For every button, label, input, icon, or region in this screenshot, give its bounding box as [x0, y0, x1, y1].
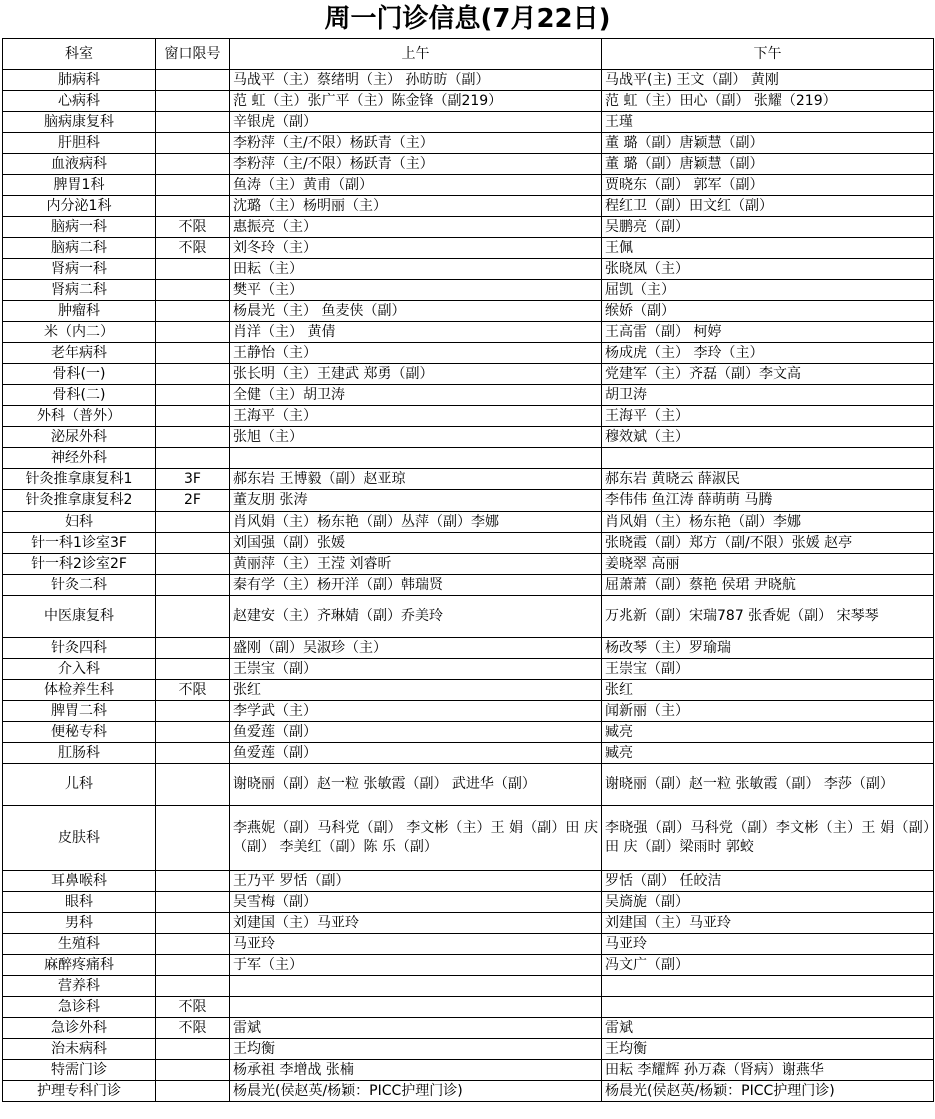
department-cell: 妇科 — [3, 512, 156, 533]
table-row — [3, 343, 934, 364]
department-cell: 麻醉疼痛科 — [3, 955, 156, 976]
afternoon-doctors-cell: 董 璐（副）唐颖慧（副） — [602, 133, 934, 154]
afternoon-doctors-cell — [602, 448, 934, 469]
afternoon-doctors-cell: 贾晓东（副） 郭军（副） — [602, 175, 934, 196]
morning-doctors-cell: 全健（主）胡卫涛 — [230, 385, 602, 406]
window-limit-cell — [156, 112, 230, 133]
afternoon-doctors-cell: 王均衡 — [602, 1039, 934, 1060]
morning-doctors-cell: 樊平（主） — [230, 280, 602, 301]
morning-doctors-cell: 张红 — [230, 680, 602, 701]
window-limit-cell — [156, 175, 230, 196]
table-row — [3, 91, 934, 112]
department-cell: 针灸四科 — [3, 638, 156, 659]
morning-doctors-cell: 张长明（主）王建武 郑勇（副） — [230, 364, 602, 385]
afternoon-doctors-cell: 董 璐（副）唐颖慧（副） — [602, 154, 934, 175]
morning-doctors-cell: 秦有学（主）杨开洋（副）韩瑞贤 — [230, 575, 602, 596]
window-limit-cell: 不限 — [156, 217, 230, 238]
window-limit-cell — [156, 638, 230, 659]
table-row — [3, 554, 934, 575]
morning-doctors-cell: 鱼爱莲（副） — [230, 743, 602, 764]
morning-doctors-cell: 王乃平 罗恬（副） — [230, 871, 602, 892]
morning-doctors-cell: 李燕妮（副）马科党（副） 李文彬（主）王 娟（副）田 庆（副） 李美红（副）陈 乐（副） — [230, 806, 602, 871]
afternoon-doctors-cell: 程红卫（副）田文红（副） — [602, 196, 934, 217]
morning-doctors-cell: 刘冬玲（主） — [230, 238, 602, 259]
afternoon-doctors-cell: 王崇宝（副） — [602, 659, 934, 680]
table-row — [3, 871, 934, 892]
afternoon-doctors-cell — [602, 976, 934, 997]
morning-doctors-cell: 雷斌 — [230, 1018, 602, 1039]
window-limit-cell — [156, 976, 230, 997]
afternoon-doctors-cell: 姜晓翠 高丽 — [602, 554, 934, 575]
afternoon-doctors-cell: 马亚玲 — [602, 934, 934, 955]
afternoon-doctors-cell: 党建军（主）齐磊（副）李文高 — [602, 364, 934, 385]
afternoon-doctors-cell: 张红 — [602, 680, 934, 701]
table-row — [3, 280, 934, 301]
table-row — [3, 385, 934, 406]
afternoon-doctors-cell: 缑娇（副） — [602, 301, 934, 322]
window-limit-cell — [156, 322, 230, 343]
window-limit-cell — [156, 343, 230, 364]
window-limit-cell — [156, 764, 230, 806]
header-afternoon: 下午 — [602, 39, 934, 70]
afternoon-doctors-cell: 屈凯（主） — [602, 280, 934, 301]
window-limit-cell — [156, 133, 230, 154]
table-row — [3, 764, 934, 806]
window-limit-cell — [156, 406, 230, 427]
morning-doctors-cell — [230, 976, 602, 997]
morning-doctors-cell: 黄丽萍（主）王滢 刘睿昕 — [230, 554, 602, 575]
table-row — [3, 743, 934, 764]
afternoon-doctors-cell: 杨晨光(侯赵英/杨颖：PICC护理门诊) — [602, 1081, 934, 1102]
window-limit-cell — [156, 196, 230, 217]
table-row — [3, 575, 934, 596]
department-cell: 米（内二） — [3, 322, 156, 343]
window-limit-cell — [156, 91, 230, 112]
afternoon-doctors-cell: 郝东岩 黄晓云 薛淑民 — [602, 469, 934, 490]
department-cell: 脾胃1科 — [3, 175, 156, 196]
department-cell: 男科 — [3, 913, 156, 934]
morning-doctors-cell: 马战平（主）蔡绪明（主） 孙昉昉（副） — [230, 70, 602, 91]
afternoon-doctors-cell: 吴鹏亮（副） — [602, 217, 934, 238]
window-limit-cell — [156, 280, 230, 301]
afternoon-doctors-cell: 冯文广（副） — [602, 955, 934, 976]
afternoon-doctors-cell: 穆效斌（主） — [602, 427, 934, 448]
window-limit-cell — [156, 364, 230, 385]
table-row — [3, 406, 934, 427]
department-cell: 急诊科 — [3, 997, 156, 1018]
window-limit-cell — [156, 70, 230, 91]
window-limit-cell: 不限 — [156, 1018, 230, 1039]
department-cell: 眼科 — [3, 892, 156, 913]
window-limit-cell: 不限 — [156, 997, 230, 1018]
morning-doctors-cell — [230, 997, 602, 1018]
morning-doctors-cell: 田耘（主） — [230, 259, 602, 280]
table-row — [3, 238, 934, 259]
schedule-table — [2, 38, 934, 1102]
table-row — [3, 217, 934, 238]
table-row — [3, 175, 934, 196]
window-limit-cell: 不限 — [156, 680, 230, 701]
table-row — [3, 154, 934, 175]
morning-doctors-cell: 李粉萍（主/不限）杨跃青（主） — [230, 154, 602, 175]
department-cell: 治未病科 — [3, 1039, 156, 1060]
table-row — [3, 448, 934, 469]
morning-doctors-cell: 吴雪梅（副） — [230, 892, 602, 913]
department-cell: 外科（普外） — [3, 406, 156, 427]
department-cell: 老年病科 — [3, 343, 156, 364]
window-limit-cell — [156, 301, 230, 322]
window-limit-cell — [156, 701, 230, 722]
morning-doctors-cell: 王海平（主） — [230, 406, 602, 427]
window-limit-cell — [156, 955, 230, 976]
afternoon-doctors-cell: 王海平（主） — [602, 406, 934, 427]
afternoon-doctors-cell: 肖风娟（主）杨东艳（副）李娜 — [602, 512, 934, 533]
header-row — [3, 39, 934, 70]
window-limit-cell — [156, 934, 230, 955]
morning-doctors-cell: 马亚玲 — [230, 934, 602, 955]
table-row — [3, 722, 934, 743]
window-limit-cell — [156, 1081, 230, 1102]
department-cell: 特需门诊 — [3, 1060, 156, 1081]
morning-doctors-cell: 惠振亮（主） — [230, 217, 602, 238]
window-limit-cell — [156, 448, 230, 469]
table-row — [3, 680, 934, 701]
afternoon-doctors-cell: 张晓霞（副）郑方（副/不限）张媛 赵亭 — [602, 533, 934, 554]
department-cell: 急诊外科 — [3, 1018, 156, 1039]
window-limit-cell — [156, 743, 230, 764]
table-row — [3, 322, 934, 343]
table-row — [3, 1081, 934, 1102]
page-title: 周一门诊信息(7月22日) — [324, 4, 611, 34]
afternoon-doctors-cell: 杨成虎（主） 李玲（主） — [602, 343, 934, 364]
table-row — [3, 806, 934, 871]
table-row — [3, 196, 934, 217]
table-row — [3, 70, 934, 91]
header-window-limit: 窗口限号 — [156, 39, 230, 70]
table-row — [3, 997, 934, 1018]
afternoon-doctors-cell: 张晓凤（主） — [602, 259, 934, 280]
afternoon-doctors-cell: 田耘 李耀辉 孙万森（肾病）谢燕华 — [602, 1060, 934, 1081]
table-row — [3, 596, 934, 638]
table-row — [3, 259, 934, 280]
afternoon-doctors-cell: 胡卫涛 — [602, 385, 934, 406]
afternoon-doctors-cell: 罗恬（副） 任皎洁 — [602, 871, 934, 892]
window-limit-cell — [156, 427, 230, 448]
morning-doctors-cell: 杨承祖 李增战 张楠 — [230, 1060, 602, 1081]
department-cell: 脑病康复科 — [3, 112, 156, 133]
afternoon-doctors-cell: 刘建国（主）马亚玲 — [602, 913, 934, 934]
window-limit-cell — [156, 806, 230, 871]
morning-doctors-cell: 郝东岩 王博毅（副）赵亚琼 — [230, 469, 602, 490]
window-limit-cell — [156, 554, 230, 575]
morning-doctors-cell: 于军（主） — [230, 955, 602, 976]
morning-doctors-cell: 肖洋（主） 黄倩 — [230, 322, 602, 343]
afternoon-doctors-cell: 范 虹（主）田心（副） 张耀（219） — [602, 91, 934, 112]
department-cell: 泌尿外科 — [3, 427, 156, 448]
morning-doctors-cell: 赵建安（主）齐琳婧（副）乔美玲 — [230, 596, 602, 638]
morning-doctors-cell: 王静怡（主） — [230, 343, 602, 364]
afternoon-doctors-cell: 杨改琴（主）罗瑜瑞 — [602, 638, 934, 659]
morning-doctors-cell: 沈璐（主）杨明丽（主） — [230, 196, 602, 217]
afternoon-doctors-cell: 闻新丽（主） — [602, 701, 934, 722]
department-cell: 肾病一科 — [3, 259, 156, 280]
window-limit-cell — [156, 385, 230, 406]
afternoon-doctors-cell: 屈萧萧（副）蔡艳 侯珺 尹晓航 — [602, 575, 934, 596]
afternoon-doctors-cell: 雷斌 — [602, 1018, 934, 1039]
afternoon-doctors-cell: 李晓强（副）马科党（副）李文彬（主）王 娟（副）田 庆（副）梁雨时 郭蛟 — [602, 806, 934, 871]
table-row — [3, 512, 934, 533]
afternoon-doctors-cell: 王佩 — [602, 238, 934, 259]
window-limit-cell — [156, 871, 230, 892]
window-limit-cell — [156, 575, 230, 596]
morning-doctors-cell: 肖风娟（主）杨东艳（副）丛萍（副）李娜 — [230, 512, 602, 533]
department-cell: 神经外科 — [3, 448, 156, 469]
department-cell: 骨科(二) — [3, 385, 156, 406]
window-limit-cell — [156, 892, 230, 913]
afternoon-doctors-cell: 王高雷（副） 柯婷 — [602, 322, 934, 343]
department-cell: 体检养生科 — [3, 680, 156, 701]
table-row — [3, 1018, 934, 1039]
window-limit-cell — [156, 1060, 230, 1081]
department-cell: 血液病科 — [3, 154, 156, 175]
department-cell: 肿瘤科 — [3, 301, 156, 322]
department-cell: 针一科1诊室3F — [3, 533, 156, 554]
morning-doctors-cell — [230, 448, 602, 469]
table-row — [3, 701, 934, 722]
window-limit-cell — [156, 596, 230, 638]
department-cell: 针一科2诊室2F — [3, 554, 156, 575]
department-cell: 皮肤科 — [3, 806, 156, 871]
morning-doctors-cell: 范 虹（主）张广平（主）陈金锋（副219） — [230, 91, 602, 112]
morning-doctors-cell: 董友朋 张涛 — [230, 490, 602, 512]
table-row — [3, 301, 934, 322]
window-limit-cell: 2F — [156, 490, 230, 512]
morning-doctors-cell: 刘建国（主）马亚玲 — [230, 913, 602, 934]
morning-doctors-cell: 谢晓丽（副）赵一粒 张敏霞（副） 武进华（副） — [230, 764, 602, 806]
afternoon-doctors-cell: 臧亮 — [602, 722, 934, 743]
department-cell: 便秘专科 — [3, 722, 156, 743]
department-cell: 针灸推拿康复科1 — [3, 469, 156, 490]
department-cell: 针灸推拿康复科2 — [3, 490, 156, 512]
department-cell: 护理专科门诊 — [3, 1081, 156, 1102]
afternoon-doctors-cell: 王瑾 — [602, 112, 934, 133]
department-cell: 肝胆科 — [3, 133, 156, 154]
department-cell: 生殖科 — [3, 934, 156, 955]
morning-doctors-cell: 李学武（主） — [230, 701, 602, 722]
table-row — [3, 913, 934, 934]
morning-doctors-cell: 辛银虎（副） — [230, 112, 602, 133]
afternoon-doctors-cell: 李伟伟 鱼江涛 薛萌萌 马腾 — [602, 490, 934, 512]
department-cell: 肾病二科 — [3, 280, 156, 301]
table-row — [3, 892, 934, 913]
morning-doctors-cell: 杨晨光（主） 鱼麦侠（副） — [230, 301, 602, 322]
header-department: 科室 — [3, 39, 156, 70]
window-limit-cell — [156, 913, 230, 934]
table-row — [3, 1039, 934, 1060]
table-row — [3, 133, 934, 154]
afternoon-doctors-cell: 谢晓丽（副）赵一粒 张敏霞（副） 李莎（副） — [602, 764, 934, 806]
table-row — [3, 1060, 934, 1081]
morning-doctors-cell: 刘国强（副）张媛 — [230, 533, 602, 554]
table-row — [3, 659, 934, 680]
afternoon-doctors-cell: 万兆新（副）宋瑞787 张香妮（副） 宋琴琴 — [602, 596, 934, 638]
department-cell: 儿科 — [3, 764, 156, 806]
morning-doctors-cell: 王崇宝（副） — [230, 659, 602, 680]
table-row — [3, 112, 934, 133]
window-limit-cell — [156, 512, 230, 533]
department-cell: 耳鼻喉科 — [3, 871, 156, 892]
window-limit-cell — [156, 659, 230, 680]
department-cell: 脑病二科 — [3, 238, 156, 259]
table-row — [3, 934, 934, 955]
table-row — [3, 976, 934, 997]
morning-doctors-cell: 鱼爱莲（副） — [230, 722, 602, 743]
window-limit-cell: 不限 — [156, 238, 230, 259]
morning-doctors-cell: 杨晨光(侯赵英/杨颖：PICC护理门诊) — [230, 1081, 602, 1102]
window-limit-cell — [156, 1039, 230, 1060]
department-cell: 心病科 — [3, 91, 156, 112]
department-cell: 脾胃二科 — [3, 701, 156, 722]
schedule-body — [3, 70, 934, 1102]
morning-doctors-cell: 王均衡 — [230, 1039, 602, 1060]
department-cell: 营养科 — [3, 976, 156, 997]
afternoon-doctors-cell: 吴旖旎（副） — [602, 892, 934, 913]
table-row — [3, 955, 934, 976]
afternoon-doctors-cell: 臧亮 — [602, 743, 934, 764]
department-cell: 脑病一科 — [3, 217, 156, 238]
header-morning: 上午 — [230, 39, 602, 70]
afternoon-doctors-cell: 马战平(主) 王文（副） 黄刚 — [602, 70, 934, 91]
morning-doctors-cell: 张旭（主） — [230, 427, 602, 448]
window-limit-cell: 3F — [156, 469, 230, 490]
department-cell: 内分泌1科 — [3, 196, 156, 217]
department-cell: 肛肠科 — [3, 743, 156, 764]
morning-doctors-cell: 鱼涛（主）黄甫（副） — [230, 175, 602, 196]
morning-doctors-cell: 李粉萍（主/不限）杨跃青（主） — [230, 133, 602, 154]
department-cell: 中医康复科 — [3, 596, 156, 638]
department-cell: 骨科(一) — [3, 364, 156, 385]
table-row — [3, 490, 934, 512]
morning-doctors-cell: 盛刚（副）吴淑珍（主） — [230, 638, 602, 659]
department-cell: 针灸二科 — [3, 575, 156, 596]
window-limit-cell — [156, 154, 230, 175]
table-row — [3, 638, 934, 659]
department-cell: 介入科 — [3, 659, 156, 680]
table-row — [3, 427, 934, 448]
window-limit-cell — [156, 722, 230, 743]
table-row — [3, 533, 934, 554]
table-row — [3, 469, 934, 490]
department-cell: 肺病科 — [3, 70, 156, 91]
afternoon-doctors-cell — [602, 997, 934, 1018]
window-limit-cell — [156, 259, 230, 280]
window-limit-cell — [156, 533, 230, 554]
table-row — [3, 364, 934, 385]
